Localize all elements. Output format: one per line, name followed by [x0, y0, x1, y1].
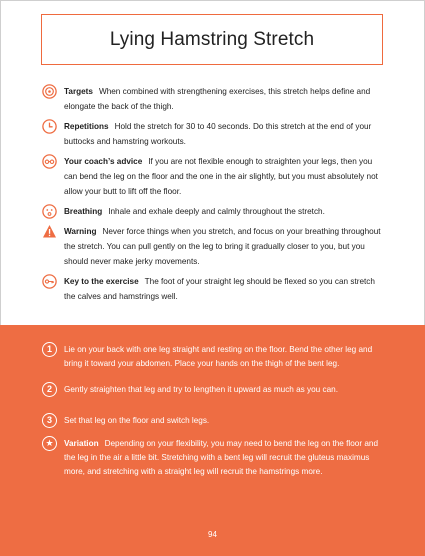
entry-coach-advice	[42, 154, 387, 199]
title-box	[41, 14, 383, 65]
clock-icon	[42, 119, 57, 134]
variation-text: Depending on your flexibility, you may need to bend the leg on the floor and the leg in the air a little bit. Stretching with a bent leg will recruit the gluteus maximus more, and stretching with a straight leg will recruit the hamstrings more.	[64, 439, 378, 476]
page-title: Lying Hamstring Stretch	[109, 28, 315, 50]
face-icon	[42, 204, 57, 219]
target-icon	[42, 84, 57, 99]
step-variation	[42, 437, 387, 479]
repetitions-label: Repetitions	[64, 122, 109, 131]
step-3	[42, 414, 387, 428]
page-number: 94	[208, 530, 217, 539]
key-icon	[42, 274, 57, 289]
entry-key	[42, 274, 387, 304]
glasses-icon	[42, 154, 57, 169]
step-number: 2	[42, 382, 57, 397]
info-section	[42, 84, 387, 304]
warning-icon	[42, 224, 57, 239]
breathing-text: Inhale and exhale deeply and calmly throughout the stretch.	[108, 207, 325, 216]
warning-text: Never force things when you stretch, and focus on your breathing throughout the stretch. You can pull gently on the leg to bring it gradually closer to you, but you should never make jerky movements.	[64, 227, 381, 266]
step-number: 3	[42, 413, 57, 428]
star-icon: ★	[42, 436, 57, 451]
step-text: Gently straighten that leg and try to lengthen it upward as much as you can.	[64, 385, 338, 394]
entry-breathing	[42, 204, 387, 219]
entry-warning	[42, 224, 387, 269]
step-text: Lie on your back with one leg straight and resting on the floor. Bend the other leg and bring it toward your abdomen. Place your hands on the thigh of the bent leg.	[64, 345, 373, 368]
repetitions-text: Hold the stretch for 30 to 40 seconds. Do this stretch at the end of your buttocks and hamstring workouts.	[64, 122, 372, 146]
targets-label: Targets	[64, 87, 93, 96]
step-2	[42, 383, 387, 397]
targets-text: When combined with strengthening exercises, this stretch helps define and elongate the back of the thigh.	[64, 87, 371, 111]
key-label: Key to the exercise	[64, 277, 139, 286]
instructions-panel	[0, 325, 425, 556]
key-text: The foot of your straight leg should be flexed so you can stretch the calves and hamstrings well.	[64, 277, 375, 301]
step-text: Set that leg on the floor and switch legs.	[64, 416, 210, 425]
step-number: 1	[42, 342, 57, 357]
entry-targets	[42, 84, 387, 114]
entry-repetitions	[42, 119, 387, 149]
breathing-label: Breathing	[64, 207, 103, 216]
variation-label: Variation	[64, 439, 99, 448]
advice-text: If you are not flexible enough to straighten your legs, then you can bend the leg on the floor and the one in the air slightly, but you must absolutely not allow your butt to lift off the floor.	[64, 157, 378, 196]
steps-list	[42, 343, 387, 479]
warning-label: Warning	[64, 227, 97, 236]
advice-label: Your coach’s advice	[64, 157, 143, 166]
step-1	[42, 343, 387, 371]
